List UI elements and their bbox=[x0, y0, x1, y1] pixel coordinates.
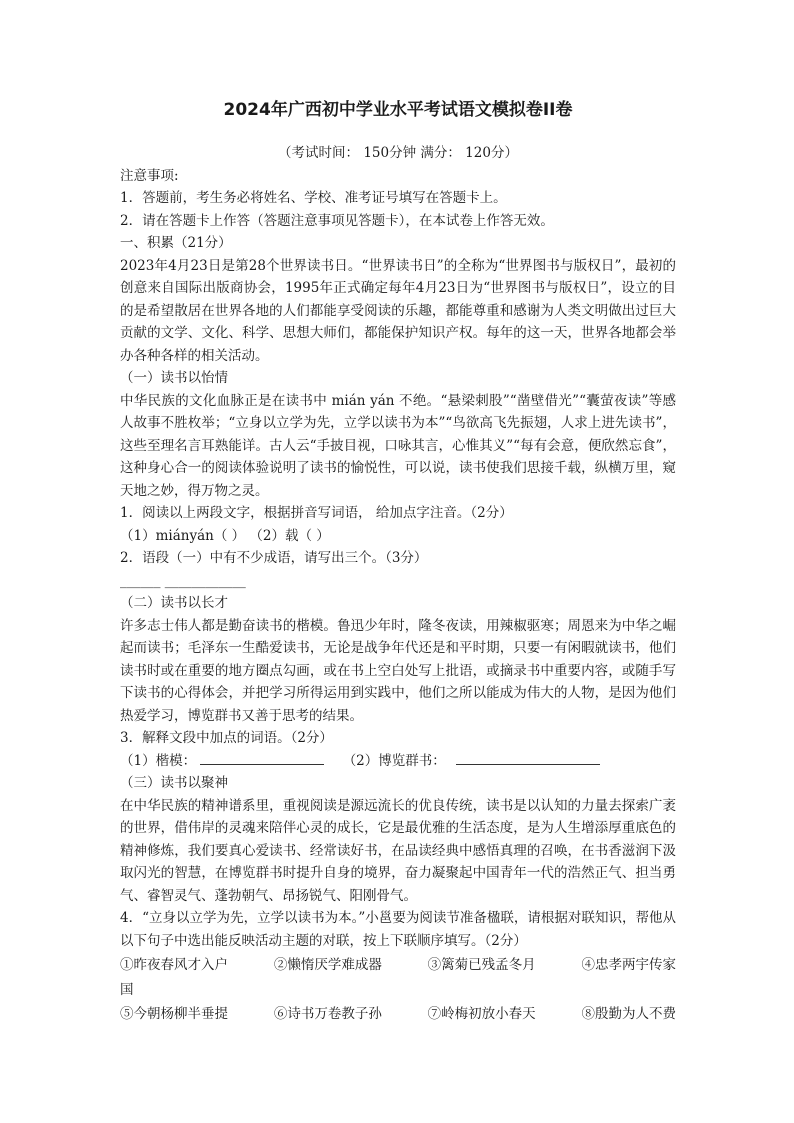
notice-heading: 注意事项: bbox=[120, 167, 179, 184]
exam-content bbox=[120, 96, 676, 1028]
option-7: ⑦岭梅初放小春天 bbox=[427, 1006, 536, 1022]
option-6: ⑥诗书万卷教子孙 bbox=[273, 1006, 382, 1022]
question-4: 4．“立身以立学为先，立学以读书为本。”小邕要为阅读节准备楹联，请根据对联知识，帮他从以下句子中选出能反映活动主题的对联，按上下联顺序填写。（2分） bbox=[120, 910, 676, 949]
option-8: ⑧殷勤为人不费 bbox=[581, 1006, 676, 1022]
question-3: 3．解释文段中加点的词语。（2分） bbox=[120, 730, 333, 746]
notice-item-2: 2．请在答题卡上作答（答题注意事项见答题卡），在本试卷上作答无效。 bbox=[120, 212, 554, 229]
options-row-2 bbox=[120, 1003, 676, 1026]
exam-meta: （考试时间： 150分钟 满分： 120分） bbox=[278, 145, 518, 161]
passage-1: 中华民族的文化血脉正是在读书中 mián yán 不绝。“悬梁刺股”“凿壁借光”“囊萤夜读”等感人故事不胜枚举；“立身以立学为先，立学以读书为本”“鸟欲高飞先振翅，人求上进先读书”，这些至理名言耳熟能详。古人云“手披目视，口咏其言，心惟其义”“每有会意，便欣然忘食”，这种身心合一的阅读体验说明了读书的愉悦性，可以说，读书使我们思接千载，纵横万里，窥天地之妙，得万物之灵。 bbox=[120, 392, 676, 499]
passage-2: 许多志士伟人都是勤奋读书的楷模。鲁迅少年时，隆冬夜读，用辣椒驱寒；周恩来为中华之崛起而读书；毛泽东一生酷爱读书，无论是战争年代还是和平时期，只要一有闲暇就读书，他们读书时或在重要的地方圈点勾画，或在书上空白处写上批语，或摘录书中重要内容，或随手写下读书的心得体会，并把学习所得运用到实践中，他们之所以能成为伟大的人物，是因为他们热爱学习，博览群书又善于思考的结果。 bbox=[120, 617, 676, 724]
subsection-heading-1: （一）读书以怡情 bbox=[120, 370, 228, 386]
question-3-part-2-blank bbox=[456, 750, 600, 765]
question-2: 2．语段（一）中有不少成语，请写出三个。（3分） bbox=[120, 550, 428, 566]
subsection-heading-3: （三）读书以聚神 bbox=[120, 775, 228, 791]
options-row-1-tail: 国 bbox=[120, 981, 134, 998]
option-4: ④忠孝两宇传家 bbox=[581, 957, 676, 973]
question-1-answer-line: （1）miányán（ ） （2）载（ ） bbox=[120, 527, 330, 544]
intro-paragraph: 2023年4月23日是第28个世界读书日。“世界读书日”的全称为“世界图书与版权日”，最初的创意来自国际出版商协会，1995年正式确定每年4月23日为“世界图书与版权日”，设立的目的是希望散居在世界各地的人们都能享受阅读的乐趣，都能尊重和感谢为人类文明做出过巨大贡献的文学、文化、科学、思想大师们，都能保护知识产权。每年的这一天，世界各地都会举办各种各样的相关活动。 bbox=[120, 257, 676, 364]
question-3-part-2-label: （2）博览群书： bbox=[342, 752, 446, 769]
question-3-part-1-blank bbox=[200, 750, 324, 765]
question-1: 1．阅读以上两段文字，根据拼音写词语， 给加点字注音。（2分） bbox=[120, 505, 513, 521]
question-2-blank: ______ ____________ bbox=[120, 572, 246, 589]
option-5: ⑤今朝杨柳半垂提 bbox=[120, 1006, 228, 1022]
option-2: ②懒惰厌学难成器 bbox=[273, 957, 382, 973]
options-row-1 bbox=[120, 954, 676, 977]
page-title: 2024年广西初中学业水平考试语文模拟卷II卷 bbox=[223, 100, 573, 120]
option-3: ③篱菊已残孟冬月 bbox=[427, 957, 536, 973]
subsection-heading-2: （二）读书以长才 bbox=[120, 595, 228, 611]
passage-3: 在中华民族的精神谱系里，重视阅读是源远流长的优良传统，读书是以认知的力量去探索广袤的世界，借伟岸的灵魂来陪伴心灵的成长，它是最优雅的生活态度，是为人生增添厚重底色的精神修炼，我们要真心爱读书、经常读好书，在品读经典中感悟真理的召唤，在书香滋润下汲取闪光的智慧，在博览群书时提升自身的境界，奋力凝聚起中国青年一代的浩然正气、担当勇气、睿智灵气、蓬勃朝气、昂扬锐气、阳刚骨气。 bbox=[120, 797, 676, 904]
option-1: ①昨夜春风才入户 bbox=[120, 957, 228, 973]
question-3-answer-line bbox=[120, 750, 676, 773]
question-3-part-1-label: （1）楷模： bbox=[120, 752, 197, 769]
section-heading-1: 一、积累（21分） bbox=[120, 235, 232, 251]
notice-item-1: 1．答题前，考生务必将姓名、学校、准考证号填写在答题卡上。 bbox=[120, 190, 507, 206]
